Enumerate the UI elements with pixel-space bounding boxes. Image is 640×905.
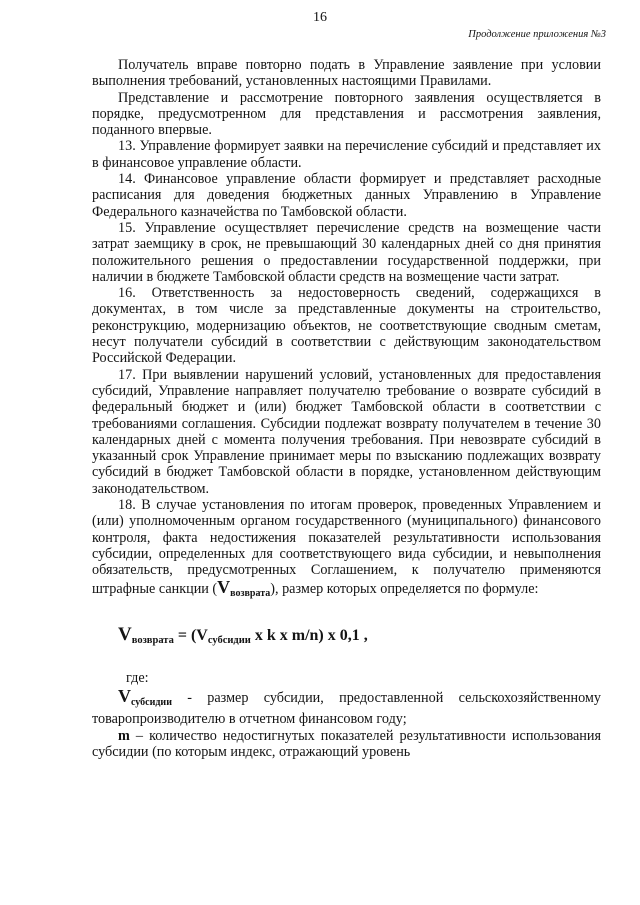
penalty-formula [92, 624, 601, 646]
definition-text: – количество недостигнутых показателей результативности использования субсидии (по которым индекс, отражающий уровень [92, 727, 601, 760]
definition-symbol-subscript: субсидии [131, 697, 172, 709]
where-label: где: [126, 669, 149, 686]
formula-lhs: V [118, 623, 132, 645]
paragraph-18-tail: ), размер которых определяется по формуле: [270, 580, 539, 597]
paragraph-resubmit: Получатель вправе повторно подать в Управление заявление при условии выполнения требований, установленных настоящими Правилами. [92, 57, 601, 90]
definition-v-subsidy [92, 688, 601, 728]
definition-m [92, 728, 601, 761]
page-number: 16 [313, 10, 327, 25]
paragraph-18 [92, 497, 601, 602]
definition-symbol: m [118, 727, 130, 744]
annex-label: Продолжение приложения №3 [468, 29, 606, 40]
definition-symbol: V [118, 686, 131, 707]
paragraph-14: 14. Финансовое управление области формирует и представляет расходные расписания для доведения бюджетных данных Управлению в Управление Федерального казначейства по Тамбовской области. [92, 171, 601, 220]
formula-lhs-subscript: возврата [131, 634, 174, 646]
formula-open: = (V [173, 626, 208, 644]
penalty-symbol: V [217, 576, 231, 597]
paragraph-13: 13. Управление формирует заявки на перечисление субсидий и представляет их в финансовое управление области. [92, 138, 601, 171]
paragraph-17: 17. При выявлении нарушений условий, установленных для предоставления субсидий, Управление направляет получателю требование о возврате субсидий в федеральный бюджет и (или) бюджет Тамбовской области в соответствии с требованиями соглашения. Субсидии подлежат возврату получателем в течение 30 календарных дней с момента получения требования. При невозврате субсидий в указанный срок Управление принимает меры по взысканию подлежащих возврату субсидий в бюджет Тамбовской области в порядке, установленном действующим законодательством. [92, 366, 601, 497]
paragraph-16: 16. Ответственность за недостоверность сведений, содержащихся в документах, в том числе за представленные документы на строительство, реконструкцию, модернизацию объектов, не соответствующие сводным сметам, несут получатели субсидий в соответствии с действующим законодательством Российской Федерации. [92, 285, 601, 367]
paragraph-review: Представление и рассмотрение повторного заявления осуществляется в порядке, предусмотренном для представления и рассмотрения заявления, поданного впервые. [92, 89, 601, 139]
paragraph-15: 15. Управление осуществляет перечисление средств на возмещение части затрат заемщику в срок, не превышающий 30 календарных дней со дня принятия положительного решения о предоставлении государственной поддержки, при наличии в бюджете Тамбовской области средств на возмещение части затрат. [92, 219, 601, 285]
definition-text: - размер субсидии, предоставленной сельскохозяйственному товаропроизводителю в отчетном финансовом году; [92, 690, 601, 728]
formula-rhs-subscript: субсидии [207, 634, 251, 646]
paragraph-18-text: 18. В случае установления по итогам проверок, проведенных Управлением и (или) уполномоченным органом государственного (муниципального) финансового контроля, факта недостижения показателей результативности использования субсидии, определенных для соответствующего вида субсидии, и невыполнения обязательств, предусмотренных Соглашением, к получателю применяются штрафные санкции ( [92, 497, 601, 597]
penalty-symbol-subscript: возврата [230, 587, 271, 599]
formula-rest: x k x m/n) x 0,1 , [250, 626, 368, 644]
document-body [92, 57, 601, 760]
